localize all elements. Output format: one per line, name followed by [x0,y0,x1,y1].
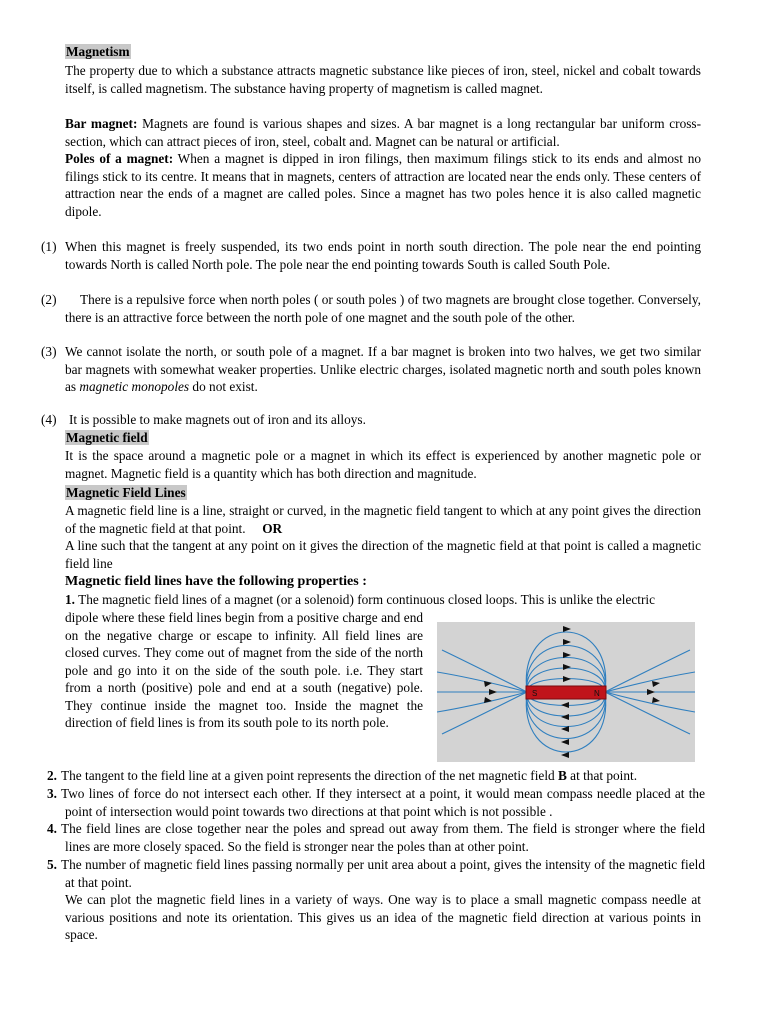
list-item: It is possible to make magnets out of iron and its alloys. [69,412,366,427]
closing-paragraph: We can plot the magnetic field lines in a variety of ways. One way is to place a small magnetic compass needle at various positions and note its orientation. This gives us an idea of the magnetic field direction at various points in space. [65,892,701,942]
list-number: (2) [41,292,57,307]
field-line [605,692,695,712]
field-lines-definition: A magnetic field line is a line, straight or curved, in the magnetic field tangent to which at any point gives the direction of the magnetic field at that point. OR [65,503,701,536]
arrow-icon [652,697,660,703]
list-item: When this magnet is freely suspended, its two ends point in north south direction. The pole near the end pointing towards North is called North pole. The pole near the end pointing towards South is called South Pole. [65,239,701,272]
list-number: (3) [41,344,57,359]
arrow-icon [563,676,571,682]
page-title: Magnetism [66,44,130,59]
list-number: (1) [41,239,57,254]
field-line [605,692,690,734]
arrow-icon [563,639,571,645]
arrow-icon [647,689,655,695]
property-2-text: The tangent to the field line at a given point represents the direction of the net magnetic field B at that point. [61,768,638,783]
field-lines-heading: Magnetic Field Lines [66,485,186,500]
field-line [605,672,695,692]
bar-magnet-label: Bar magnet: [65,116,138,131]
monopoles-term: magnetic monopoles [79,379,190,394]
poles-label: Poles of a magnet: [65,151,174,166]
list-item: There is a repulsive force when north poles ( or south poles ) of two magnets are brought close together. Conversely, there is an attractive force between the north pole of one magnet and the south pole of the other. [65,292,701,325]
property-number: 3. [47,786,57,801]
field-line [437,672,527,692]
south-pole-label: S [532,689,538,698]
property-number: 5. [47,857,57,872]
field-lines-definition-alt: A line such that the tangent at any point on it gives the direction of the magnetic field at that point is called a magnetic field line [65,538,701,571]
property-5-text: The number of magnetic field lines passing normally per unit area about a point, gives the intensity of the magnetic field at that point. [61,857,705,890]
field-lines-diagram [437,622,695,762]
arrow-icon [652,681,660,687]
field-line [605,650,690,692]
arrow-icon [561,702,569,708]
bar-magnet-paragraph [65,115,701,150]
field-line [442,650,527,692]
bar-magnet-text: Magnets are found is various shapes and sizes. A bar magnet is a long rectangular bar uniform cross-section, which can attract pieces of iron, steel, cobalt and. Magnet can be natural or artificial. [65,116,702,149]
bar-magnet-field-figure [437,622,695,762]
arrow-icon [561,739,569,745]
property-1-text: dipole where these field lines begin from a positive charge and end on the negative charge or escape to infinity. All field lines are closed curves. They come out of magnet from the side of the north pole and go into it on the side of the south pole. i.e. They start from a north (positive) pole and end at a south (negative) pole. They continue inside the magnet too. Inside the magnet the direction of field lines is from its south pole to its north pole. [65,610,423,730]
field-line [442,692,527,734]
arrow-icon [489,689,497,695]
arrow-icon [563,664,571,670]
arrow-icon [561,714,569,720]
arrow-icon [561,752,569,758]
intro-paragraph: The property due to which a substance attracts magnetic substance like pieces of iron, steel, nickel and cobalt towards itself, is called magnetism. The substance having property of magnetism is called magnet. [65,63,701,96]
list-item: We cannot isolate the north, or south pole of a magnet. If a bar magnet is broken into two halves, we get two similar bar magnets with somewhat weaker properties. Unlike electric charges, isolated magnetic north and south poles known as magnetic monopoles do not exist. [65,344,701,394]
property-3-text: Two lines of force do not intersect each other. If they intersect at a point, it would mean compass needle placed at the point of intersection would point towards two directions at that point which is not possible . [61,786,705,819]
poles-paragraph [65,150,701,220]
arrow-icon [563,626,571,632]
property-number: 4. [47,821,57,836]
poles-text: When a magnet is dipped in iron filings, then maximum filings stick to its ends and almost no filings stick to its centre. It means that in magnets, centers of attraction are located near the ends only. These centers of attraction near the ends of a magnet are called poles. Since a magnet has two poles hence it is also called magnetic dipole. [65,151,702,219]
magnetic-field-heading: Magnetic field [66,430,148,445]
property-number: 2. [47,768,57,783]
north-pole-label: N [594,689,600,698]
magnetic-field-paragraph: It is the space around a magnetic pole or a magnet in which its effect is experienced by another magnetic pole or magnet. Magnetic field is a quantity which has both direction and magnitude. [65,448,701,481]
or-label: OR [262,520,283,536]
properties-heading: Magnetic field lines have the following properties : [65,574,367,589]
field-line [437,692,527,712]
list-number: (4) [41,412,57,427]
property-1-first-line: 1. The magnetic field lines of a magnet (or a solenoid) form continuous closed loops. This is unlike the electric [65,592,655,607]
property-4-text: The field lines are close together near the poles and spread out away from them. The field is stronger where the field lines are more closely spaced. So the field is stronger near the poles than at other point. [61,821,705,854]
